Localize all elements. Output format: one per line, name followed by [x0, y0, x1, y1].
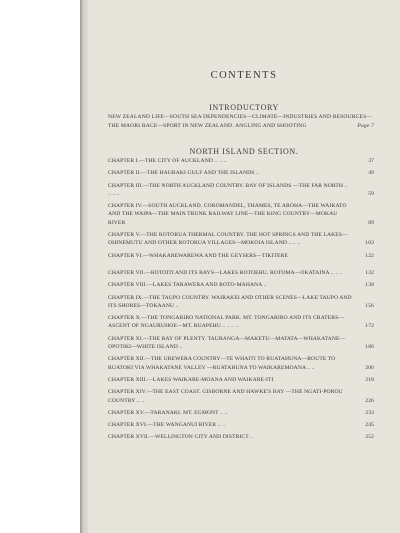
chapter-page: 245 [365, 422, 374, 429]
chapter-title: CHAPTER V.—THE ROTORUA THERMAL COUNTRY. THE HOT SPRINGS AND THE LAKES—OHINEMUTU AND OTHER ROTORUA VILLAGES—MOKOIA ISLAND .. .. .. [108, 232, 348, 247]
chapter-title: CHAPTER VII.—ROTOITI AND ITS BAYS—LAKES ROTOEHU, ROTOMA—OKATAINA .. .. .. [108, 269, 343, 276]
chapter-row [108, 252, 374, 260]
chapter-row [108, 231, 374, 248]
chapter-title: CHAPTER XI.—THE BAY OF PLENTY. TAURANGA—MAKETU—MATATA—WHAKATANE—OPOTIKI—WHITE ISLAND .. [108, 335, 346, 351]
chapter-title: CHAPTER VIII.—LAKES TARAWERA AND ROTO-MAHANA .. [108, 282, 267, 289]
chapter-page: 49 [368, 170, 374, 177]
chapter-row [108, 169, 374, 177]
chapter-page: 172 [365, 323, 374, 330]
chapter-page: 252 [365, 434, 374, 441]
chapter-row [108, 202, 374, 227]
chapter-title: CHAPTER IX.—THE TAUPO COUNTRY. WAIRAKEI AND OTHER SCENES—LAKE TAUPO AND ITS SHORES—TOKAANU .. [108, 294, 352, 309]
chapter-row [108, 409, 374, 417]
chapter-row [108, 281, 374, 289]
chapter-title: CHAPTER XVII.—WELLINGTON CITY AND DISTRICT .. [108, 434, 254, 441]
chapter-row [108, 388, 374, 405]
introductory-entry [108, 113, 374, 131]
chapter-page: 138 [365, 282, 374, 289]
introductory-text: NEW ZEALAND LIFE—SOUTH SEA DEPENDENCIES—CLIMATE—INDUSTRIES AND RESOURCES—THE MAORI RACE—SPORT IN NEW ZEALAND. ANGLING AND SHOOTING [108, 114, 373, 129]
chapter-title: CHAPTER III.—THE NORTH AUCKLAND COUNTRY. BAY OF ISLANDS —THE FAR NORTH .. .. .. .. [108, 182, 348, 197]
chapter-page: 186 [365, 344, 374, 351]
chapter-row [108, 269, 374, 277]
chapter-title: CHAPTER XV.—TARANAKI. MT. EGMONT .. .. [108, 409, 228, 416]
chapter-row [108, 314, 374, 331]
chapter-row [108, 433, 374, 441]
chapter-title: CHAPTER X.—THE TONGARIRO NATIONAL PARK. MT. TONGARIRO AND ITS CRATERS—ASCENT OF NGAURUHOE—MT. RUAPEHU .. .. .. .. [108, 315, 345, 330]
chapter-title: CHAPTER IV.—SOUTH AUCKLAND. COROMANDEL, THAMES, TE AROHA—THE WAIKATO AND THE WAIPA—THE MAIN TRUNK RAILWAY LINE—THE KING COUNTRY—MOKAU RIVER [108, 203, 347, 226]
chapter-page: 37 [368, 158, 374, 164]
chapter-title: CHAPTER VI.—WHAKAREWAREWA AND THE GEYSERS—TIKITERE [108, 252, 288, 259]
chapter-page: 89 [368, 219, 374, 226]
chapter-title: CHAPTER XVI.—THE WANGANUI RIVER .. .. [108, 422, 226, 429]
chapter-page: 156 [365, 302, 374, 309]
chapter-page: 122 [365, 252, 374, 259]
chapter-row [108, 335, 374, 352]
chapter-row [108, 157, 374, 165]
chapter-row [108, 376, 374, 384]
introductory-page: Page 7 [357, 123, 374, 129]
chapter-page: 59 [368, 190, 374, 197]
chapter-title: CHAPTER I.—THE CITY OF AUCKLAND .. .. .. [108, 158, 227, 164]
chapter-page: 206 [365, 364, 374, 371]
north-island-heading: NORTH ISLAND SECTION. [189, 147, 299, 156]
chapter-row [108, 182, 374, 199]
chapter-title: CHAPTER XIV.—THE EAST COAST. GISBORNE AND HAWKE'S BAY —THE NGATI-POROU COUNTRY .. .. [108, 389, 343, 404]
chapter-row [108, 294, 374, 311]
chapter-page: 218 [365, 376, 374, 383]
introductory-heading: INTRODUCTORY [209, 103, 279, 112]
chapter-page: 103 [365, 240, 374, 247]
contents-heading: CONTENTS [210, 70, 278, 81]
chapter-title: CHAPTER XIII.—LAKES WAIKARE-MOANA AND WAIKARE-ITI [108, 376, 274, 383]
chapter-page: 132 [365, 269, 374, 276]
chapter-row [108, 355, 374, 372]
chapter-title: CHAPTER XII.—THE UREWERA COUNTRY—TE WHAITI TO RUATAHUNA—ROUTE TO RUATOKI VIA WHAKATANE VALLEY —RUATAHUNA TO WAIKAREMOANA .. .. [108, 356, 336, 371]
chapter-page: 233 [365, 409, 374, 416]
chapter-row [108, 421, 374, 429]
chapter-page: 226 [365, 397, 374, 404]
chapter-title: CHAPTER II.—THE HAURAKI GULF AND THE ISLANDS .. [108, 170, 259, 177]
chapter-list [108, 157, 374, 442]
